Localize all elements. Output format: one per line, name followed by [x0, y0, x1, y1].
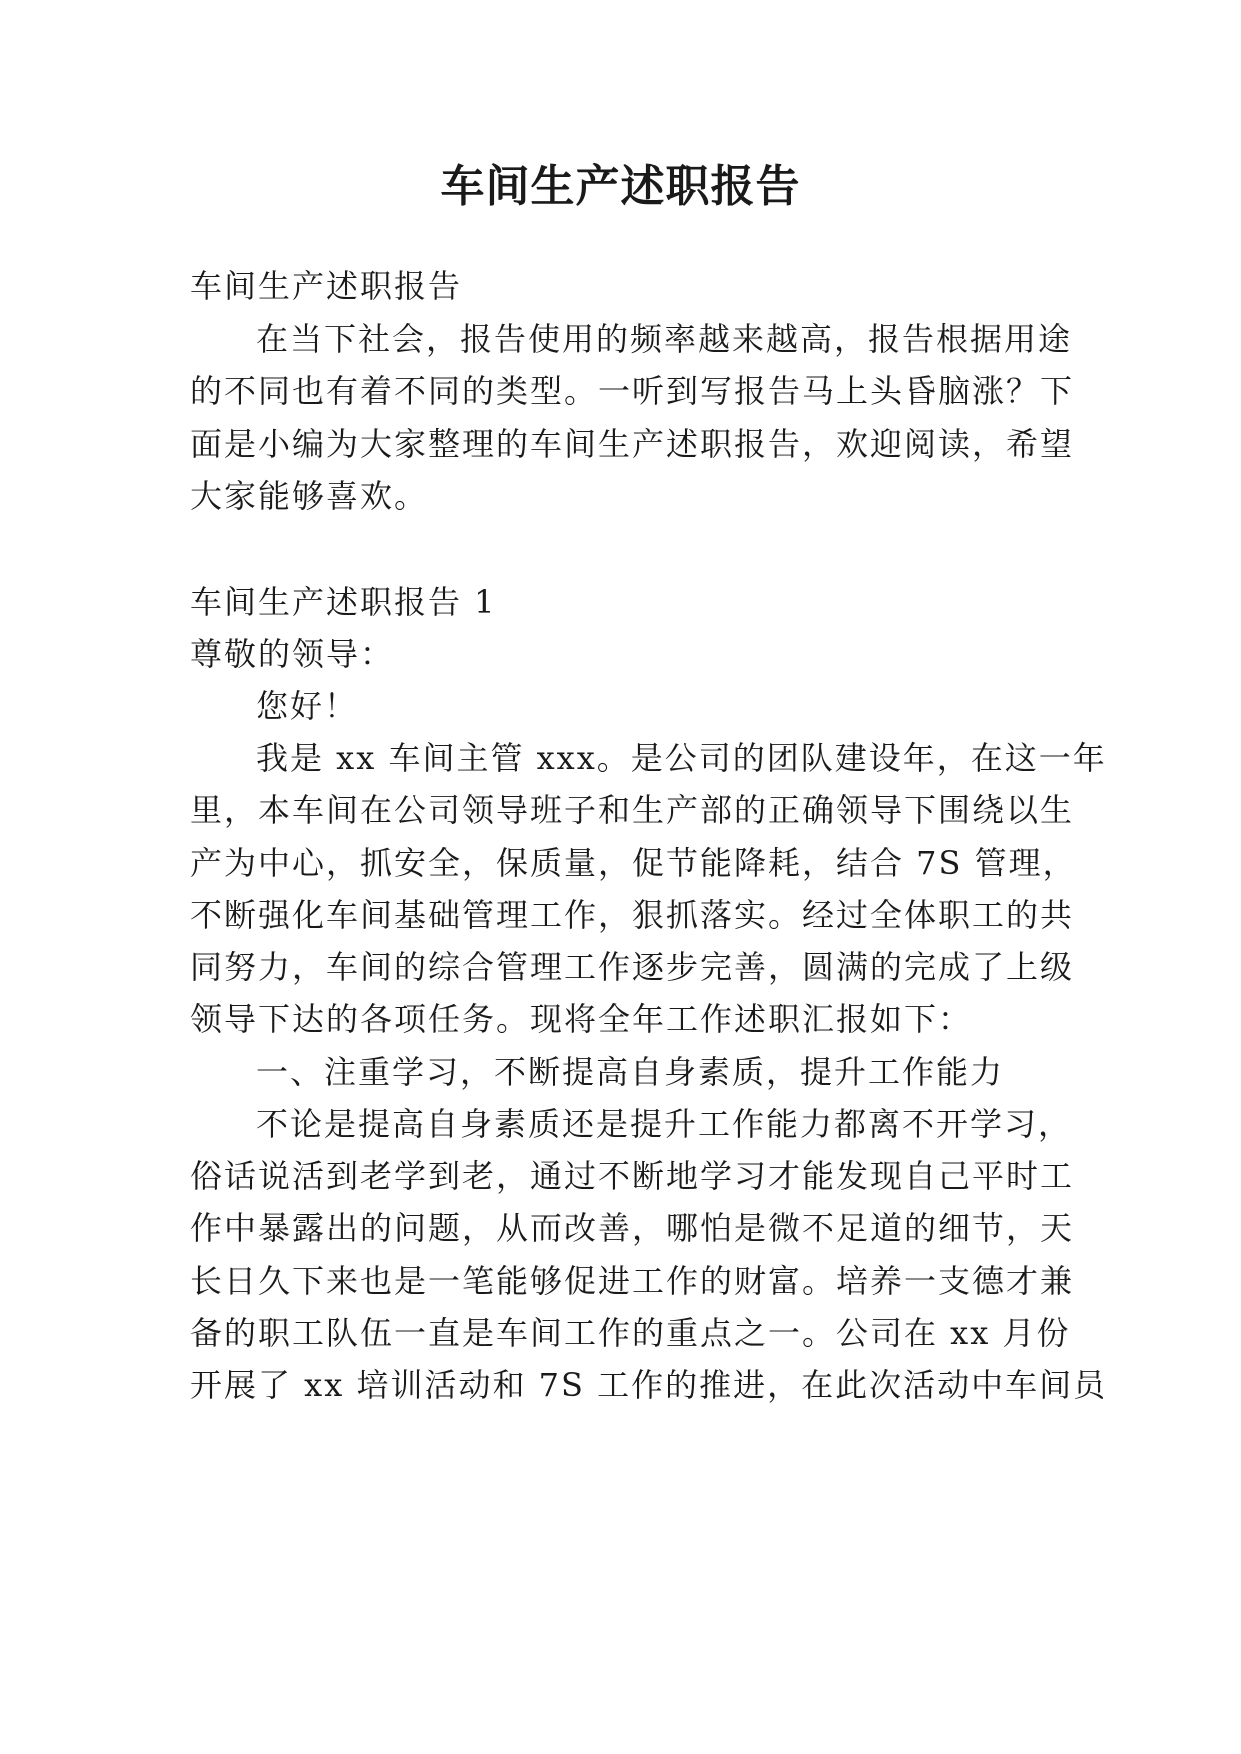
body-line: 我是 xx 车间主管 xxx。是公司的团队建设年，在这一年 — [256, 739, 1107, 777]
body-line: 开展了 xx 培训活动和 7S 工作的推进，在此次活动中车间员 — [190, 1366, 1108, 1404]
body-line: 俗话说活到老学到老，通过不断地学习才能发现自己平时工 — [190, 1157, 1075, 1195]
body-line-subtitle: 车间生产述职报告 — [190, 267, 463, 305]
body-line: 不断强化车间基础管理工作，狠抓落实。经过全体职工的共 — [190, 896, 1075, 934]
body-line: 面是小编为大家整理的车间生产述职报告，欢迎阅读，希望 — [190, 425, 1075, 463]
body-line: 的不同也有着不同的类型。一听到写报告马上头昏脑涨？下 — [190, 372, 1075, 410]
document-title: 车间生产述职报告 — [440, 161, 801, 212]
body-line: 产为中心，抓安全，保质量，促节能降耗，结合 7S 管理， — [190, 844, 1077, 882]
salutation: 尊敬的领导： — [190, 635, 395, 673]
greeting: 您好！ — [256, 687, 359, 725]
section-heading: 车间生产述职报告 1 — [190, 583, 497, 621]
body-line: 备的职工队伍一直是车间工作的重点之一。公司在 xx 月份 — [190, 1314, 1071, 1352]
body-line: 大家能够喜欢。 — [190, 477, 429, 515]
body-line: 作中暴露出的问题，从而改善，哪怕是微不足道的细节，天 — [190, 1209, 1075, 1247]
body-line: 同努力，车间的综合管理工作逐步完善，圆满的完成了上级 — [190, 948, 1075, 986]
body-line: 不论是提高自身素质还是提升工作能力都离不开学习， — [256, 1105, 1073, 1143]
body-line: 领导下达的各项任务。现将全年工作述职汇报如下： — [190, 1000, 973, 1038]
subsection-heading: 一、注重学习，不断提高自身素质，提升工作能力 — [256, 1053, 1005, 1091]
body-line: 长日久下来也是一笔能够促进工作的财富。培养一支德才兼 — [190, 1262, 1075, 1300]
body-line: 里，本车间在公司领导班子和生产部的正确领导下围绕以生 — [190, 791, 1075, 829]
body-line: 在当下社会，报告使用的频率越来越高，报告根据用途 — [256, 320, 1073, 358]
